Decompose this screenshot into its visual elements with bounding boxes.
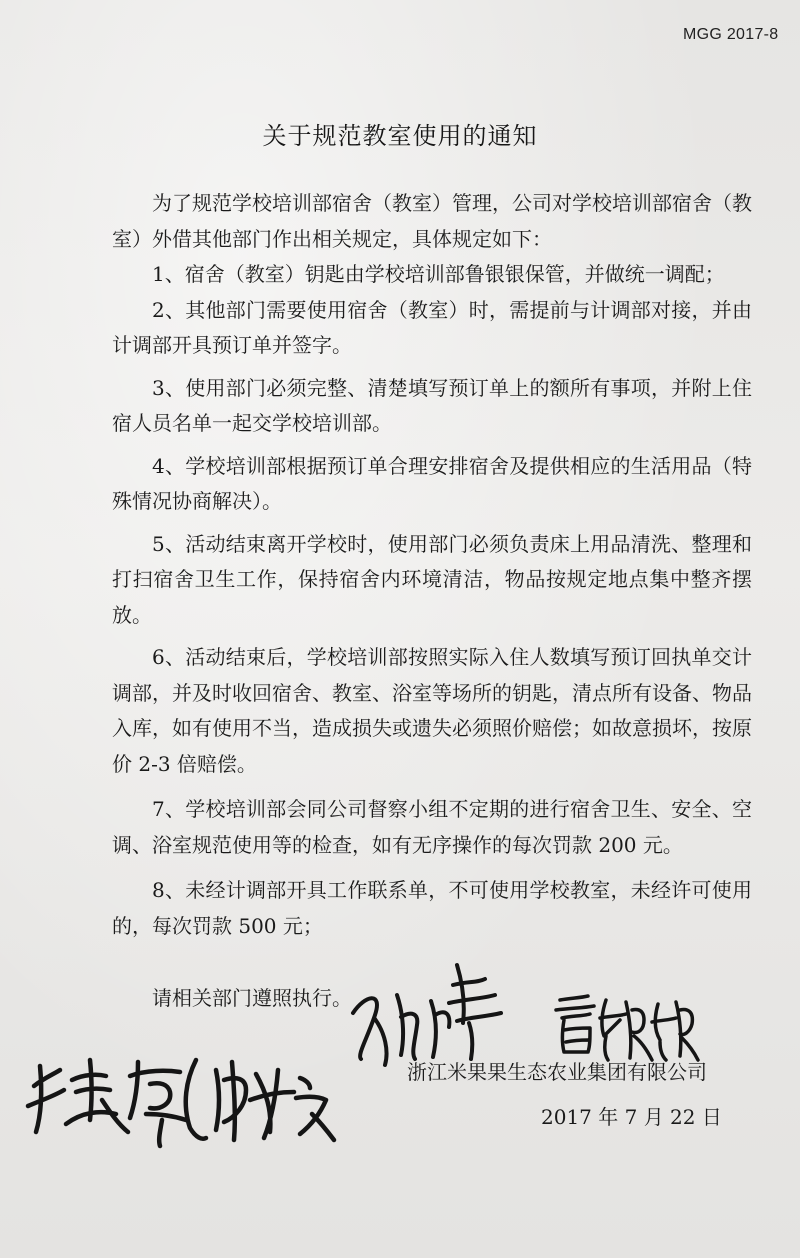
reference-code: MGG 2017-8 <box>683 26 779 43</box>
signature-bottom-left <box>20 1040 340 1150</box>
company-name: 浙江米果果生态农业集团有限公司 <box>407 1060 707 1084</box>
notice-body <box>112 186 752 944</box>
issue-date: 2017 年 7 月 22 日 <box>541 1105 722 1129</box>
paragraph-item-7: 7、学校培训部会同公司督察小组不定期的进行宿舍卫生、安全、空调、浴室规范使用等的检查，如有无序操作的每次罚款 200 元。 <box>112 797 752 857</box>
paragraph-item-2: 2、其他部门需要使用宿舍（教室）时，需提前与计调部对接，并由计调部开具预订单并签字。 <box>112 297 752 357</box>
paragraph-item-8: 8、未经计调部开具工作联系单，不可使用学校教室，未经许可使用的，每次罚款 500 元； <box>112 878 752 938</box>
paragraph-item-4: 4、学校培训部根据预订单合理安排宿舍及提供相应的生活用品（特殊情况协商解决）。 <box>112 453 752 513</box>
paragraph-item-1: 1、宿舍（教室）钥匙由学校培训部鲁银银保管，并做统一调配； <box>152 262 725 286</box>
paragraph-item-6: 6、活动结束后，学校培训部按照实际入住人数填写预订回执单交计调部，并及时收回宿舍、教室、浴室等场所的钥匙，清点所有设备、物品入库，如有使用不当，造成损失或遗失必须照价赔偿；如故意损坏，按原价 2-3 倍赔偿。 <box>112 645 752 776</box>
paragraph-item-3: 3、使用部门必须完整、清楚填写预订单上的额所有事项，并附上住宿人员名单一起交学校培训部。 <box>112 375 752 435</box>
paragraph-item-5: 5、活动结束离开学校时，使用部门必须负责床上用品清洗、整理和打扫宿舍卫生工作，保持宿舍内环境清洁，物品按规定地点集中整齐摆放。 <box>112 531 752 627</box>
notice-title: 关于规范教室使用的通知 <box>262 122 538 150</box>
paragraph-intro: 为了规范学校培训部宿舍（教室）管理，公司对学校培训部宿舍（教室）外借其他部门作出相关规定，具体规定如下： <box>112 191 752 251</box>
closing-line: 请相关部门遵照执行。 <box>152 986 352 1010</box>
